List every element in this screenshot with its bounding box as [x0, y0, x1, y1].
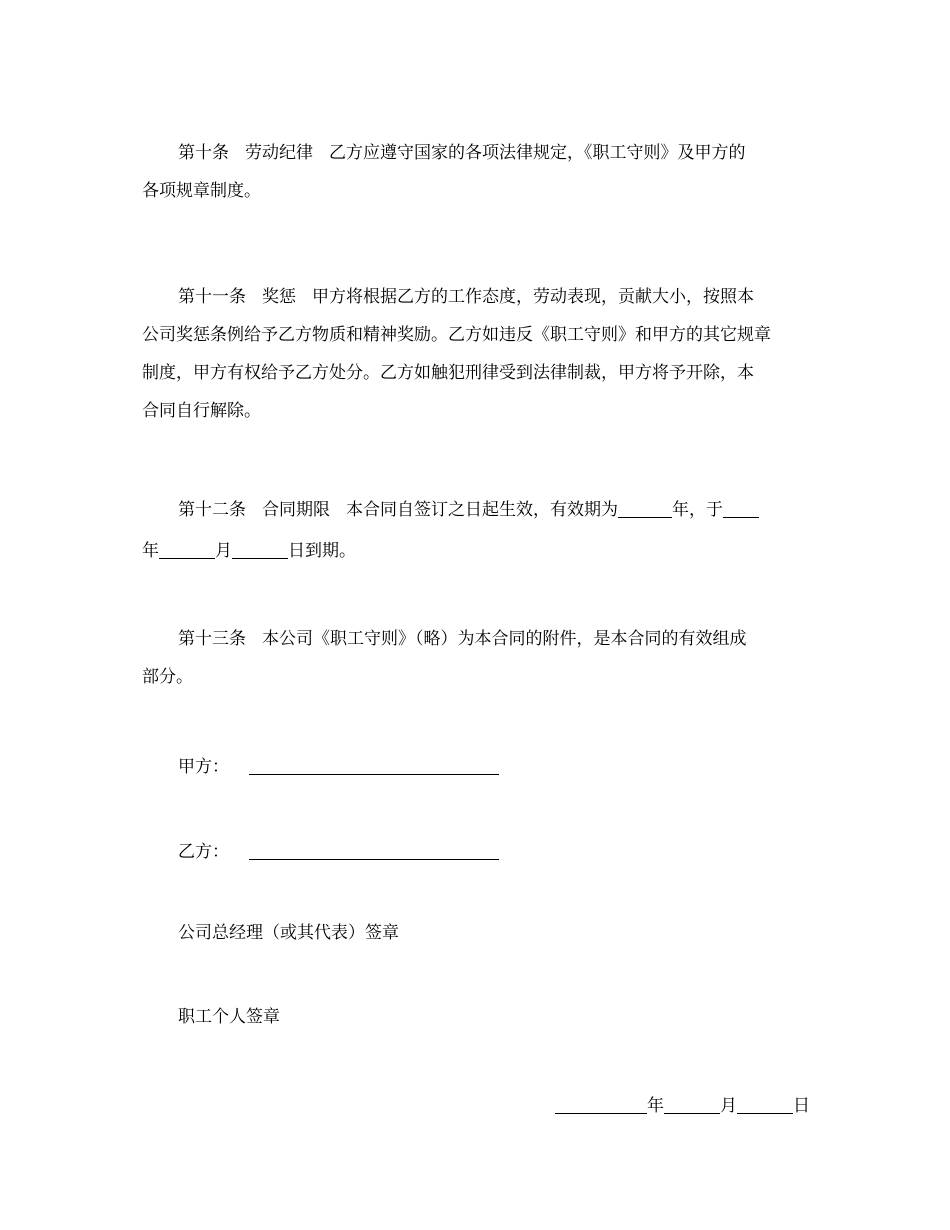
expiry-day-blank[interactable] [232, 532, 288, 559]
article-12 [142, 488, 810, 570]
party-a-row [142, 745, 810, 786]
signing-day-unit: 日 [793, 1096, 810, 1116]
article-11-number: 第十一条 [178, 287, 246, 307]
party-a-signature-line[interactable] [249, 748, 499, 775]
signing-month-blank[interactable] [664, 1087, 720, 1114]
party-b-signature [142, 830, 810, 871]
article-13-line-2: 部分。 [142, 667, 193, 687]
article-10-line-1 [142, 134, 810, 172]
expiry-year-blank-start[interactable] [723, 491, 759, 518]
article-12-unit-month: 月 [215, 541, 232, 561]
party-b-label: 乙方： [178, 842, 229, 862]
article-12-line-1 [142, 488, 810, 529]
article-11 [142, 278, 810, 430]
article-11-line-4: 合同自行解除。 [142, 401, 261, 421]
party-b-signature-line[interactable] [249, 833, 499, 860]
article-12-line-2 [142, 529, 810, 570]
expiry-month-blank[interactable] [159, 532, 215, 559]
article-13-number: 第十三条 [178, 629, 246, 649]
article-11-text-1: 甲方将根据乙方的工作态度，劳动表现，贡献大小，按照本 [312, 287, 754, 307]
article-11-line-2: 公司奖惩条例给予乙方物质和精神奖励。乙方如违反《职工守则》和甲方的其它规章 [142, 325, 771, 345]
employee-signature-text: 职工个人签章 [178, 1007, 280, 1027]
article-12-title: 合同期限 [262, 500, 330, 520]
article-10 [142, 134, 810, 210]
article-11-line-3: 制度，甲方有权给予乙方处分。乙方如触犯刑律受到法律制裁，甲方将予开除，本 [142, 363, 754, 383]
article-10-title: 劳动纪律 [245, 143, 313, 163]
manager-signature-text: 公司总经理（或其代表）签章 [178, 923, 399, 943]
signing-month-unit: 月 [720, 1096, 737, 1116]
article-13-line-1 [142, 620, 810, 658]
party-a-label: 甲方： [178, 757, 229, 777]
article-12-unit-year: 年，于 [672, 500, 723, 520]
signing-year-blank[interactable] [555, 1087, 647, 1114]
signing-day-blank[interactable] [737, 1087, 793, 1114]
signing-date [142, 1084, 810, 1125]
signing-year-unit: 年 [647, 1096, 664, 1116]
article-12-number: 第十二条 [178, 500, 246, 520]
party-b-row [142, 830, 810, 871]
article-11-line-1 [142, 278, 810, 316]
validity-years-blank[interactable] [618, 491, 672, 518]
article-12-unit-day-end: 日到期。 [288, 541, 356, 561]
article-12-text-a: 本合同自签订之日起生效，有效期为 [346, 500, 618, 520]
article-10-line-2: 各项规章制度。 [142, 181, 261, 201]
article-13-text-1: 本公司《职工守则》（略）为本合同的附件，是本合同的有效组成 [262, 629, 747, 649]
article-10-text-1: 乙方应遵守国家的各项法律规定，《职工守则》及甲方的 [329, 143, 746, 163]
party-a-signature [142, 745, 810, 786]
article-10-number: 第十条 [178, 143, 229, 163]
manager-signature [142, 914, 810, 952]
article-12-unit-year-2: 年 [142, 541, 159, 561]
employee-signature [142, 998, 810, 1036]
article-13 [142, 620, 810, 696]
article-11-title: 奖惩 [262, 287, 296, 307]
